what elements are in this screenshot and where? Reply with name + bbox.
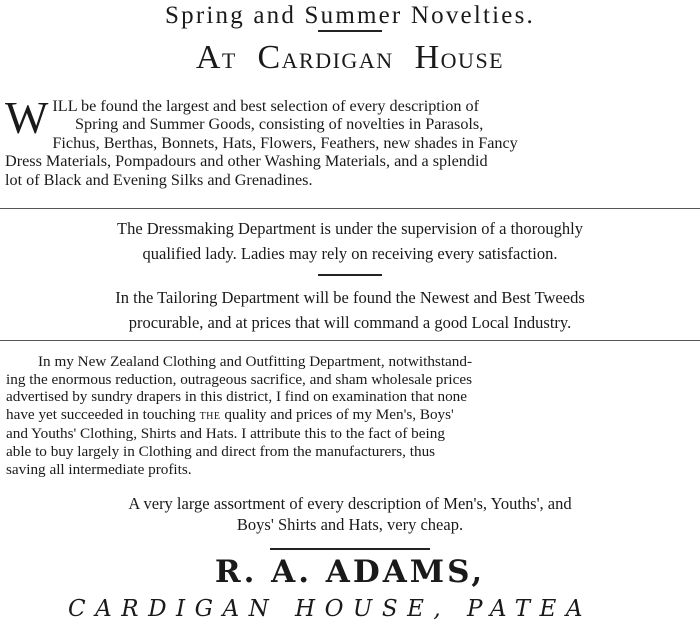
intro-line: ILL be found the largest and best selection of every description of — [52, 97, 480, 115]
house-title-at-cap: A — [195, 39, 222, 76]
house-title-house-rest: OUSE — [440, 48, 505, 73]
clothing-line: ing the enormous reduction, outrageous sacrifice, and sham wholesale prices — [6, 370, 473, 388]
clothing-line — [6, 406, 692, 426]
dressmaking-rule — [318, 274, 382, 276]
house-title-cardigan-rest: ARDIGAN — [281, 48, 394, 73]
clothing-line: able to buy largely in Clothing and direct from the manufacturers, thus — [6, 442, 436, 460]
section-divider — [0, 208, 700, 209]
dressmaking-paragraph — [5, 216, 695, 266]
merchant-address: CARDIGAN HOUSE, PATEA — [68, 596, 592, 622]
intro-paragraph — [5, 92, 693, 189]
assortment-line: A very large assortment of every description of Men's, Youths', and — [128, 494, 572, 513]
house-title — [0, 39, 700, 76]
dressmaking-line: The Dressmaking Department is under the supervision of a thoroughly — [116, 219, 584, 238]
house-title-cardigan-cap: C — [257, 39, 282, 76]
clothing-line: saving all intermediate profits. — [6, 460, 192, 478]
intro-line: Fichus, Berthas, Bonnets, Hats, Flowers, Feathers, new shades in Fancy — [52, 133, 518, 152]
intro-dropcap: W — [5, 92, 49, 143]
assortment-paragraph — [5, 493, 695, 535]
headline: Spring and Summer Novelties. — [165, 2, 535, 29]
intro-line: Dress Materials, Pompadours and other Washing Materials, and a splendid — [5, 152, 488, 171]
tailoring-line: procurable, and at prices that will command a good Local Industry. — [128, 313, 572, 332]
clothing-line-part: quality and prices of my Men's, Boys' — [224, 405, 454, 423]
signature-rule — [270, 548, 430, 550]
clothing-paragraph — [6, 353, 692, 478]
assortment-line: Boys' Shirts and Hats, very cheap. — [236, 515, 464, 534]
tailoring-paragraph — [5, 285, 695, 335]
house-title-at-rest: T — [221, 48, 237, 73]
clothing-line-part: have yet succeeded in touching — [6, 405, 196, 423]
intro-line: Spring and Summer Goods, consisting of novelties in Parasols, — [75, 115, 484, 134]
clothing-the-smallcaps: THE — [199, 410, 221, 422]
intro-line: lot of Black and Evening Silks and Grenadines. — [5, 170, 313, 189]
clothing-line: advertised by sundry drapers in this district, I find on examination that none — [6, 388, 468, 406]
section-divider — [0, 340, 700, 341]
tailoring-line: In the Tailoring Department will be found the Newest and Best Tweeds — [115, 288, 585, 307]
headline-rule — [318, 30, 382, 32]
clothing-line: and Youths' Clothing, Shirts and Hats. I attribute this to the fact of being — [6, 425, 445, 443]
merchant-name: R. A. ADAMS, — [214, 554, 486, 590]
house-title-house-cap: H — [414, 39, 441, 76]
dressmaking-line: qualified lady. Ladies may rely on receiving every satisfaction. — [142, 244, 558, 263]
clothing-line: In my New Zealand Clothing and Outfitting Department, notwithstand- — [38, 353, 473, 370]
